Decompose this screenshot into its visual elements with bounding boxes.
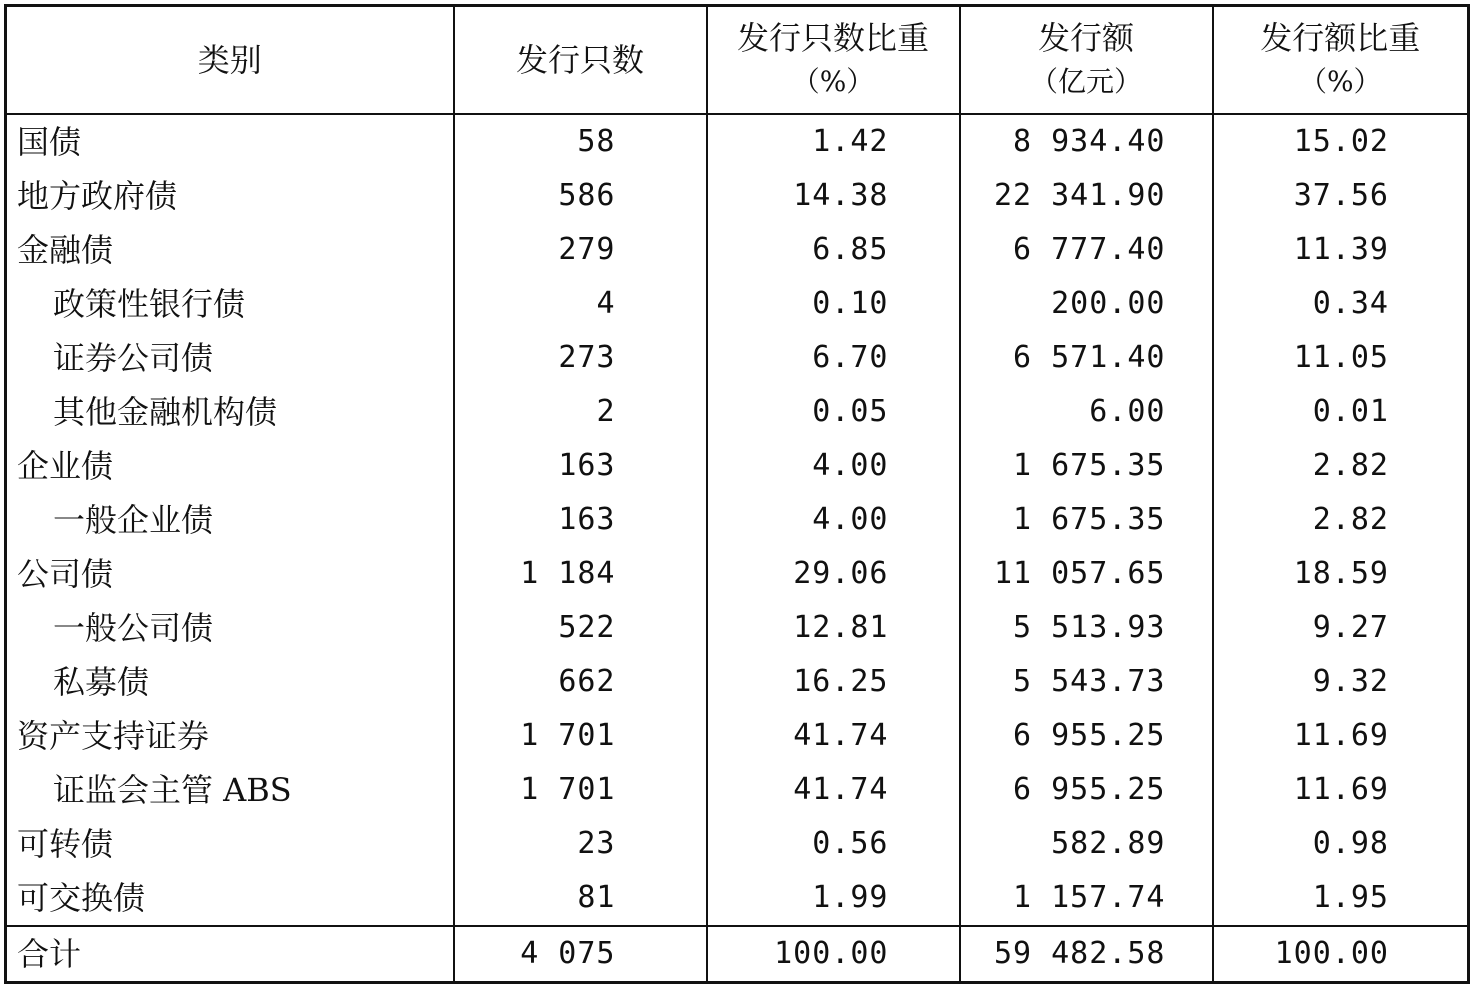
cell-count: 2	[454, 385, 707, 439]
cell-category: 证券公司债	[6, 331, 454, 385]
cell-category: 国债	[6, 114, 454, 169]
table-row	[6, 871, 1469, 926]
cell-count: 23	[454, 817, 707, 871]
cell-category: 其他金融机构债	[6, 385, 454, 439]
table-row	[6, 709, 1469, 763]
cell-amount-pct: 11.05	[1213, 331, 1469, 385]
table-row	[6, 223, 1469, 277]
table-row	[6, 763, 1469, 817]
cell-category: 公司债	[6, 547, 454, 601]
cell-amount-pct: 37.56	[1213, 169, 1469, 223]
cell-amount-pct: 9.27	[1213, 601, 1469, 655]
total-count: 4 075	[454, 926, 707, 983]
cell-count: 4	[454, 277, 707, 331]
cell-amount: 6 777.40	[960, 223, 1213, 277]
cell-count: 1 184	[454, 547, 707, 601]
cell-category: 私募债	[6, 655, 454, 709]
total-amount-pct: 100.00	[1213, 926, 1469, 983]
cell-amount-pct: 9.32	[1213, 655, 1469, 709]
cell-category: 政策性银行债	[6, 277, 454, 331]
table-row	[6, 114, 1469, 169]
cell-count-pct: 12.81	[707, 601, 960, 655]
table-row	[6, 493, 1469, 547]
cell-category: 证监会主管 ABS	[6, 763, 454, 817]
cell-amount-pct: 2.82	[1213, 439, 1469, 493]
cell-amount: 6 955.25	[960, 763, 1213, 817]
table-row	[6, 817, 1469, 871]
cell-amount: 5 543.73	[960, 655, 1213, 709]
cell-amount: 6 571.40	[960, 331, 1213, 385]
cell-amount-pct: 11.69	[1213, 709, 1469, 763]
cell-count-pct: 41.74	[707, 709, 960, 763]
cell-category: 可转债	[6, 817, 454, 871]
cell-category: 一般企业债	[6, 493, 454, 547]
table-body	[6, 114, 1469, 983]
cell-amount: 6 955.25	[960, 709, 1213, 763]
cell-count: 586	[454, 169, 707, 223]
cell-amount: 22 341.90	[960, 169, 1213, 223]
cell-category: 金融债	[6, 223, 454, 277]
cell-count: 163	[454, 439, 707, 493]
cell-count: 1 701	[454, 763, 707, 817]
cell-count-pct: 16.25	[707, 655, 960, 709]
header-row	[6, 6, 1469, 115]
cell-count-pct: 4.00	[707, 439, 960, 493]
cell-count: 58	[454, 114, 707, 169]
table-row	[6, 547, 1469, 601]
cell-category: 地方政府债	[6, 169, 454, 223]
cell-amount: 11 057.65	[960, 547, 1213, 601]
cell-amount-pct: 11.39	[1213, 223, 1469, 277]
cell-count-pct: 0.10	[707, 277, 960, 331]
cell-amount-pct: 0.01	[1213, 385, 1469, 439]
cell-amount-pct: 18.59	[1213, 547, 1469, 601]
cell-count: 279	[454, 223, 707, 277]
cell-count-pct: 1.42	[707, 114, 960, 169]
cell-count: 81	[454, 871, 707, 926]
cell-amount-pct: 1.95	[1213, 871, 1469, 926]
cell-category: 资产支持证券	[6, 709, 454, 763]
cell-amount: 5 513.93	[960, 601, 1213, 655]
bond-issuance-table	[4, 4, 1470, 984]
table-row	[6, 331, 1469, 385]
cell-count-pct: 29.06	[707, 547, 960, 601]
cell-count: 273	[454, 331, 707, 385]
cell-amount-pct: 0.98	[1213, 817, 1469, 871]
total-row	[6, 926, 1469, 983]
cell-count-pct: 4.00	[707, 493, 960, 547]
cell-category: 一般公司债	[6, 601, 454, 655]
cell-amount: 1 157.74	[960, 871, 1213, 926]
cell-amount: 200.00	[960, 277, 1213, 331]
cell-category: 企业债	[6, 439, 454, 493]
cell-category: 可交换债	[6, 871, 454, 926]
total-category: 合计	[6, 926, 454, 983]
cell-amount-pct: 11.69	[1213, 763, 1469, 817]
cell-count-pct: 0.56	[707, 817, 960, 871]
cell-amount-pct: 2.82	[1213, 493, 1469, 547]
total-amount: 59 482.58	[960, 926, 1213, 983]
cell-count: 163	[454, 493, 707, 547]
table-row	[6, 655, 1469, 709]
total-count-pct: 100.00	[707, 926, 960, 983]
header-amount: 发行额 （亿元）	[960, 6, 1213, 115]
cell-count-pct: 6.70	[707, 331, 960, 385]
cell-amount: 8 934.40	[960, 114, 1213, 169]
cell-amount-pct: 15.02	[1213, 114, 1469, 169]
table-row	[6, 385, 1469, 439]
cell-amount: 1 675.35	[960, 439, 1213, 493]
cell-amount: 6.00	[960, 385, 1213, 439]
table-row	[6, 601, 1469, 655]
cell-amount: 1 675.35	[960, 493, 1213, 547]
cell-count-pct: 14.38	[707, 169, 960, 223]
cell-count-pct: 6.85	[707, 223, 960, 277]
header-count: 发行只数	[454, 6, 707, 115]
cell-count-pct: 41.74	[707, 763, 960, 817]
header-amount-pct: 发行额比重 （%）	[1213, 6, 1469, 115]
header-count-pct: 发行只数比重 （%）	[707, 6, 960, 115]
cell-amount-pct: 0.34	[1213, 277, 1469, 331]
table-header	[6, 6, 1469, 115]
cell-count: 522	[454, 601, 707, 655]
cell-count: 662	[454, 655, 707, 709]
cell-count-pct: 1.99	[707, 871, 960, 926]
cell-count-pct: 0.05	[707, 385, 960, 439]
table-row	[6, 169, 1469, 223]
table-row	[6, 277, 1469, 331]
cell-count: 1 701	[454, 709, 707, 763]
table-row	[6, 439, 1469, 493]
cell-amount: 582.89	[960, 817, 1213, 871]
header-category: 类别	[6, 6, 454, 115]
